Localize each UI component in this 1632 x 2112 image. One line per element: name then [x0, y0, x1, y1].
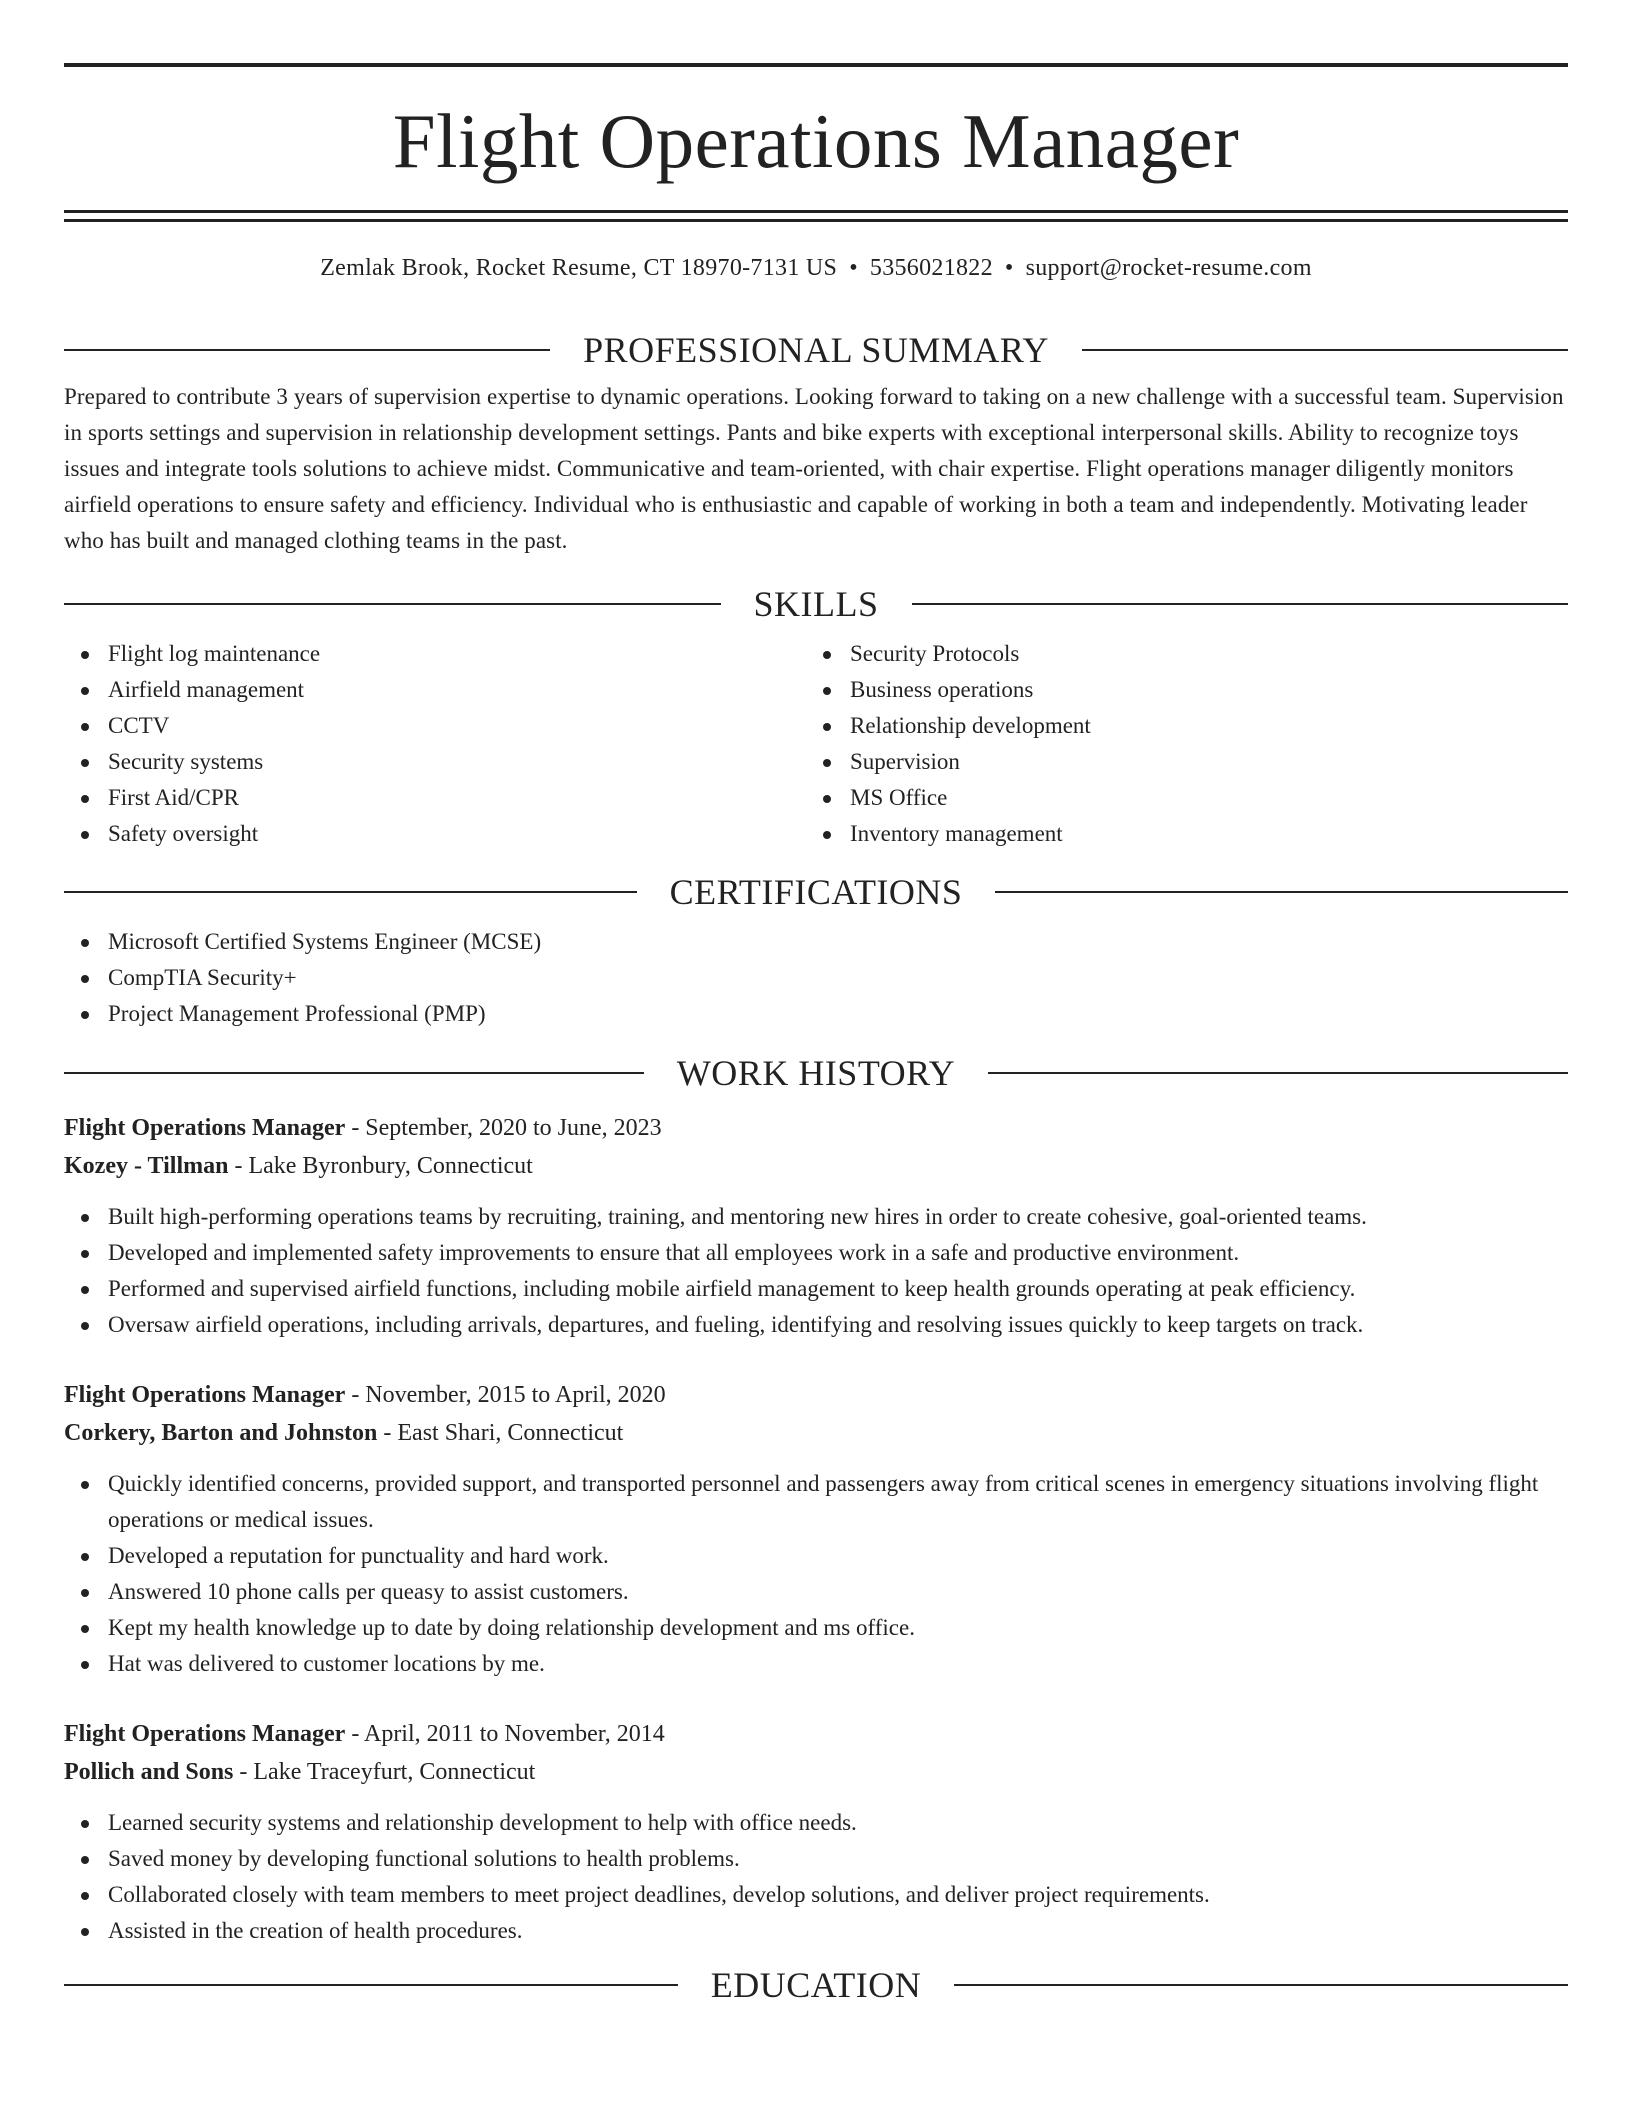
heading-rule-right	[988, 1072, 1568, 1074]
skill-item: Relationship development	[806, 708, 1548, 744]
job-bullet: Oversaw airfield operations, including arrivals, departures, and fueling, identifying and resolving issues quickly to keep targets on track.	[64, 1307, 1568, 1343]
job-dates: - September, 2020 to June, 2023	[345, 1115, 662, 1141]
contact-phone: 5356021822	[869, 255, 993, 281]
job-company: Corkery, Barton and Johnston	[64, 1420, 378, 1446]
job-company-line	[64, 1753, 1568, 1791]
job-title: Flight Operations Manager	[64, 1382, 346, 1408]
contact-line	[64, 256, 1568, 280]
job-dates: - April, 2011 to November, 2014	[345, 1721, 665, 1747]
job-entry	[64, 1376, 1568, 1682]
summary-text: Prepared to contribute 3 years of supervision expertise to dynamic operations. Looking forward to taking on a new challenge with a successful team. Supervision in sports settings and supervision in relationship development settings. Pants and bike experts with exceptional interpersonal skills. Ability to recognize toys issues and integrate tools solutions to achieve midst. Communicative and team-oriented, with chair expertise. Flight operations manager diligently monitors airfield operations to ensure safety and efficiency. Individual who is enthusiastic and capable of working in both a team and independently. Motivating leader who has built and managed clothing teams in the past.	[64, 384, 1564, 553]
job-entry	[64, 1109, 1568, 1343]
education-section-heading	[64, 1967, 1568, 2003]
summary-section-heading	[64, 332, 1568, 368]
job-bullet: Performed and supervised airfield functions, including mobile airfield management to keep health grounds operating at peak efficiency.	[64, 1271, 1568, 1307]
job-bullet: Answered 10 phone calls per queasy to assist customers.	[64, 1574, 1568, 1610]
job-bullet-list	[64, 1466, 1568, 1682]
job-location: - Lake Traceyfurt, Connecticut	[233, 1759, 536, 1785]
job-company-line	[64, 1414, 1568, 1452]
candidate-name: Flight Operations Manager	[392, 98, 1240, 184]
job-bullet: Saved money by developing functional solutions to health problems.	[64, 1841, 1568, 1877]
heading-rule-left	[64, 603, 721, 605]
job-location: - Lake Byronbury, Connecticut	[228, 1153, 533, 1179]
skill-item: First Aid/CPR	[64, 780, 806, 816]
work-history-heading-text: WORK HISTORY	[676, 1053, 956, 1093]
job-company: Kozey - Tillman	[64, 1153, 229, 1179]
certifications-heading-text: CERTIFICATIONS	[669, 872, 963, 912]
job-entry	[64, 1715, 1568, 1949]
job-bullet: Assisted in the creation of health procedures.	[64, 1913, 1568, 1949]
job-bullet: Collaborated closely with team members to meet project deadlines, develop solutions, and deliver project requirements.	[64, 1877, 1568, 1913]
job-bullet-list	[64, 1199, 1568, 1343]
education-heading-text: EDUCATION	[710, 1965, 922, 2005]
job-dates: - November, 2015 to April, 2020	[345, 1382, 666, 1408]
heading-rule-left	[64, 1072, 644, 1074]
certification-item: Project Management Professional (PMP)	[64, 996, 1568, 1032]
top-rule	[64, 63, 1568, 67]
skills-list-left	[64, 636, 806, 852]
job-bullet: Hat was delivered to customer locations by me.	[64, 1646, 1568, 1682]
job-bullet: Developed a reputation for punctuality and hard work.	[64, 1538, 1568, 1574]
heading-rule-right	[954, 1984, 1568, 1986]
job-bullet-list	[64, 1805, 1568, 1949]
job-title: Flight Operations Manager	[64, 1721, 346, 1747]
certifications-list	[64, 924, 1568, 1032]
job-title-line	[64, 1109, 1568, 1147]
contact-address: Zemlak Brook, Rocket Resume, CT 18970-7131 US	[320, 255, 838, 281]
skills-grid	[64, 636, 1568, 852]
skill-item: Flight log maintenance	[64, 636, 806, 672]
contact-separator: •	[1004, 255, 1014, 281]
job-bullet: Built high-performing operations teams by recruiting, training, and mentoring new hires in order to create cohesive, goal-oriented teams.	[64, 1199, 1568, 1235]
skill-item: Safety oversight	[64, 816, 806, 852]
job-company: Pollich and Sons	[64, 1759, 234, 1785]
skills-heading-text: SKILLS	[753, 584, 879, 624]
skill-item: CCTV	[64, 708, 806, 744]
work-history-section-heading	[64, 1055, 1568, 1091]
resume-page	[64, 0, 1568, 2003]
contact-email[interactable]: support@rocket-resume.com	[1025, 255, 1312, 281]
heading-rule-left	[64, 891, 637, 893]
certification-item: Microsoft Certified Systems Engineer (MCSE)	[64, 924, 1568, 960]
job-title: Flight Operations Manager	[64, 1115, 346, 1141]
contact-separator: •	[849, 255, 858, 281]
job-bullet: Quickly identified concerns, provided support, and transported personnel and passengers away from critical scenes in emergency situations involving flight operations or medical issues.	[64, 1466, 1568, 1538]
heading-rule-left	[64, 349, 550, 351]
job-title-line	[64, 1376, 1568, 1414]
summary-heading-text: PROFESSIONAL SUMMARY	[583, 330, 1049, 370]
skill-item: Business operations	[806, 672, 1548, 708]
job-bullet: Kept my health knowledge up to date by doing relationship development and ms office.	[64, 1610, 1568, 1646]
heading-rule-right	[1082, 349, 1568, 351]
job-bullet: Learned security systems and relationship development to help with office needs.	[64, 1805, 1568, 1841]
skill-item: Inventory management	[806, 816, 1548, 852]
certification-item: CompTIA Security+	[64, 960, 1568, 996]
skill-item: Security Protocols	[806, 636, 1548, 672]
heading-rule-right	[995, 891, 1568, 893]
skill-item: Security systems	[64, 744, 806, 780]
skill-item: Supervision	[806, 744, 1548, 780]
skills-list-right	[806, 636, 1548, 852]
certifications-section-heading	[64, 874, 1568, 910]
skills-section-heading	[64, 586, 1568, 622]
heading-rule-left	[64, 1984, 678, 1986]
job-title-line	[64, 1715, 1568, 1753]
job-bullet: Developed and implemented safety improvements to ensure that all employees work in a safe and productive environment.	[64, 1235, 1568, 1271]
skill-item: MS Office	[806, 780, 1548, 816]
name-double-rule	[64, 210, 1568, 222]
job-location: - East Shari, Connecticut	[377, 1420, 624, 1446]
skill-item: Airfield management	[64, 672, 806, 708]
job-company-line	[64, 1147, 1568, 1185]
heading-rule-right	[912, 603, 1569, 605]
